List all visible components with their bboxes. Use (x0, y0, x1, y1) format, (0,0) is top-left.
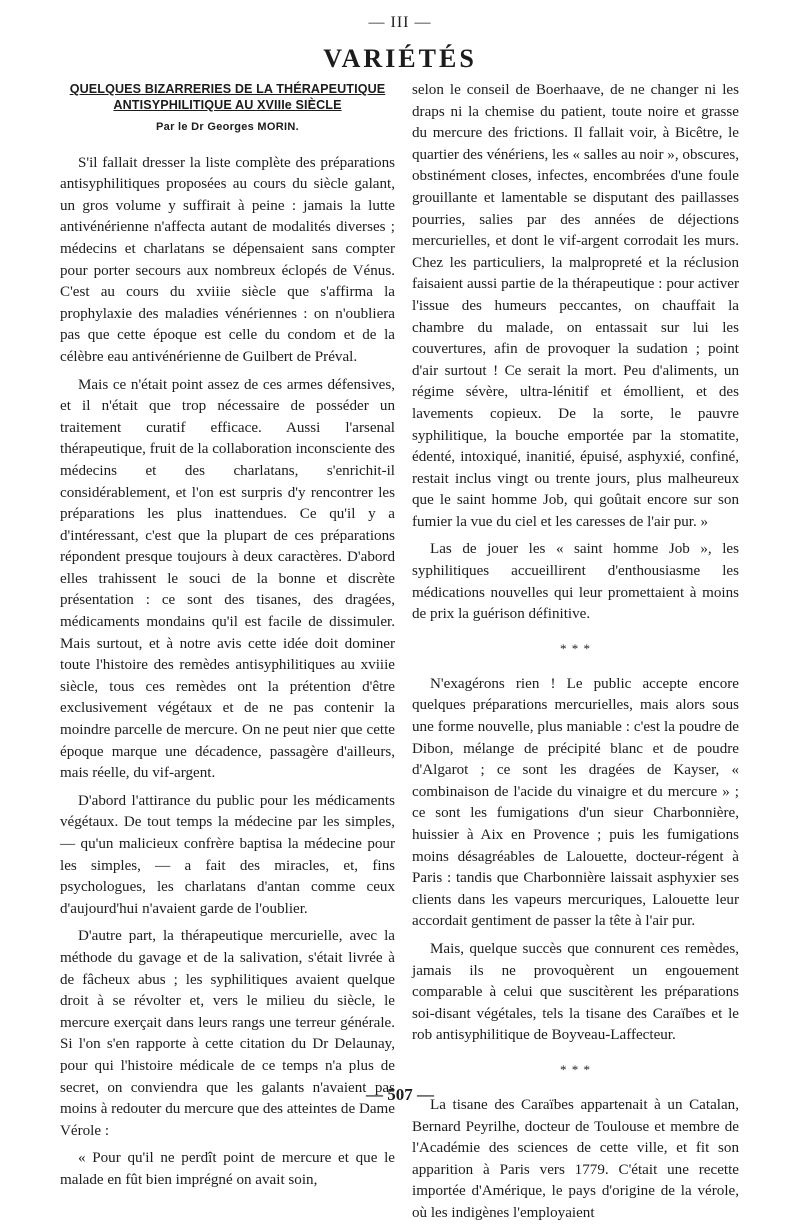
article-title-line-1: QUELQUES BIZARRERIES DE LA THÉRAPEUTIQUE (69, 82, 386, 96)
roman-page-number: — III — (368, 14, 432, 31)
left-column (60, 80, 395, 1198)
paragraph: Mais ce n'était point assez de ces armes défensives, et il n'était que trop nécessaire de posséder un traitement curatif efficace. Aussi l'arsenal thérapeutique, fruit de la collaboration inconsciente des médecins et des charlatans, s'enrichit-il considérablement, et l'on est surpris d'y rencontrer les préparations les plus inattendues. Ce qu'il y a d'intéressant, c'est que la plupart de ces préparations répondent presque toujours à deux caractères. D'abord elles trahissent le souci de la bonne et discrète présentation : ce sont des tisanes, des dragées, médicaments mondains qu'il est facile de dissimuler. Mais surtout, et à notre avis cette idée doit dominer toute l'histoire des remèdes antisyphilitiques au xviiie siècle, tous ces remèdes ont la prétention d'être exclusivement végétaux et de ne pas contenir la moindre parcelle de mercure. On ne peut nier que cette époque marque une décadence, passagère d'ailleurs, mais réelle, du vif-argent. (60, 376, 395, 782)
paragraph: D'autre part, la thérapeutique mercurielle, avec la méthode du gavage et de la salivation, s'était livrée à de fâcheux abus ; les syphilitiques avaient quelque droit à se révolter et, vers le milieu du siècle, le mercure exerçait dans leurs rangs une terreur générale. Si l'on s'en rapporte à cette citation du Dr Delaunay, pour qui l'histoire médicale de ce temps n'a plus de secret, on conviendra que les galants n'avaient pas moins à redouter du mercure que des atteintes de Dame Vérole : (60, 928, 395, 1139)
paragraph: selon le conseil de Boerhaave, de ne changer ni les draps ni la chemise du patient, toute noire et grasse du mercure des frictions. Il fallait voir, à Bicêtre, le quartier des vénériens, les « salles au noir », obscures, obstinément closes, infectes, encombrées d'une foule grouillante et lamentable se disputant des paillasses pourries, salies par des années de déjections mercurielles, et dont le vif-argent corrodait les murs. Chez les particuliers, la malpropreté et la réclusion faisaient aussi partie de la thérapeutique : pour activer l'issue des humeurs peccantes, on chauffait la chambre du malade, on entassait sur lui les couvertures, afin de provoquer la sudation ; point d'air surtout ! Ce serait la mort. Peu d'aliments, un régime sévère, ultra-lénitif et émollient, et des lavements copieux. De la sorte, le pauvre syphilitique, la bouche emportée par la stomatite, édenté, intoxiqué, inanitié, épuisé, asphyxié, confiné, restait inclus vingt ou trente jours, plus malheureux que le saint homme Job, qui goûtait encore sur son fumier la vue du ciel et les caresses de l'air pur. » (412, 82, 739, 530)
section-separator: * * * (560, 640, 591, 656)
section-separator: * * * (560, 1061, 591, 1077)
paragraph: D'abord l'attirance du public pour les médicaments végétaux. De tout temps la médecine par les simples, — qu'un malicieux confrère baptisa la médecine pour les simples, — a fait des miracles, et, fins psychologues, les charlatans d'antan comme ceux d'aujourd'hui n'avaient garde de l'oublier. (60, 792, 395, 917)
paragraph: « Pour qu'il ne perdît point de mercure et que le malade en fût bien imprégné on avait soin, (60, 1150, 395, 1188)
paragraph: La tisane des Caraïbes appartenait à un Catalan, Bernard Peyrilhe, docteur de Toulouse et membre de l'Académie des sciences de cette ville, et fit son apparition à Paris vers 1779. C'était une recette importée d'Amérique, le pays d'origine de la vérole, où les indigènes l'employaient (412, 1096, 739, 1221)
paragraph: Mais, quelque succès que connurent ces remèdes, jamais ils ne provoquèrent un engouement comparable à celui que suscitèrent les préparations soi-disant végétales, tels la tisane des Caraïbes et le rob antisyphilitique de Boyveau-Laffecteur. (412, 940, 739, 1044)
section-title: VARIÉTÉS (323, 44, 477, 73)
paragraph: S'il fallait dresser la liste complète des préparations antisyphilitiques proposées au cours du siècle galant, un gros volume y suffirait à peine : jamais la lutte antivénérienne n'affecta autant de modalités diverses ; médecins et charlatans se dépensaient sans compter pour porter secours aux nombreux éclopés de Vénus. C'est au cours du xviiie siècle que s'affirma la prophylaxie des maladies vénériennes : on n'oubliera pas que cette époque est celle du condom et de la célèbre eau antivénérienne de Guilbert de Préval. (60, 154, 395, 365)
page-number: — 507 — (366, 1085, 434, 1104)
article-title (60, 82, 395, 113)
right-column (412, 80, 739, 1231)
paragraph: Las de jouer les « saint homme Job », les syphilitiques accueillirent d'enthousiasme les médications nouvelles qui leur promettaient à moins de prix la guérison définitive. (412, 541, 739, 623)
article-byline: Par le Dr Georges MORIN. (156, 121, 299, 133)
article-title-line-2: ANTISYPHILITIQUE AU XVIIIe SIÈCLE (113, 97, 342, 112)
paragraph: N'exagérons rien ! Le public accepte encore quelques préparations mercurielles, mais alors sous une forme nouvelle, plus maniable : c'est la poudre de Dibon, mélange de précipité blanc et de poudre d'Algarot ; ce sont les dragées de Kayser, « combinaison de l'acide du vinaigre et du mercure » ; ce sont les fumigations d'un sieur Charbonnière, huissier à Aix en Provence ; puis les fumigations moins désagréables de Lalouette, docteur-régent à Paris : tandis que Charbonnière laissait asphyxier ses clients dans les vapeurs mercuriques, Lalouette leur accordait gentiment de passer la tête à l'air pur. (412, 675, 739, 930)
